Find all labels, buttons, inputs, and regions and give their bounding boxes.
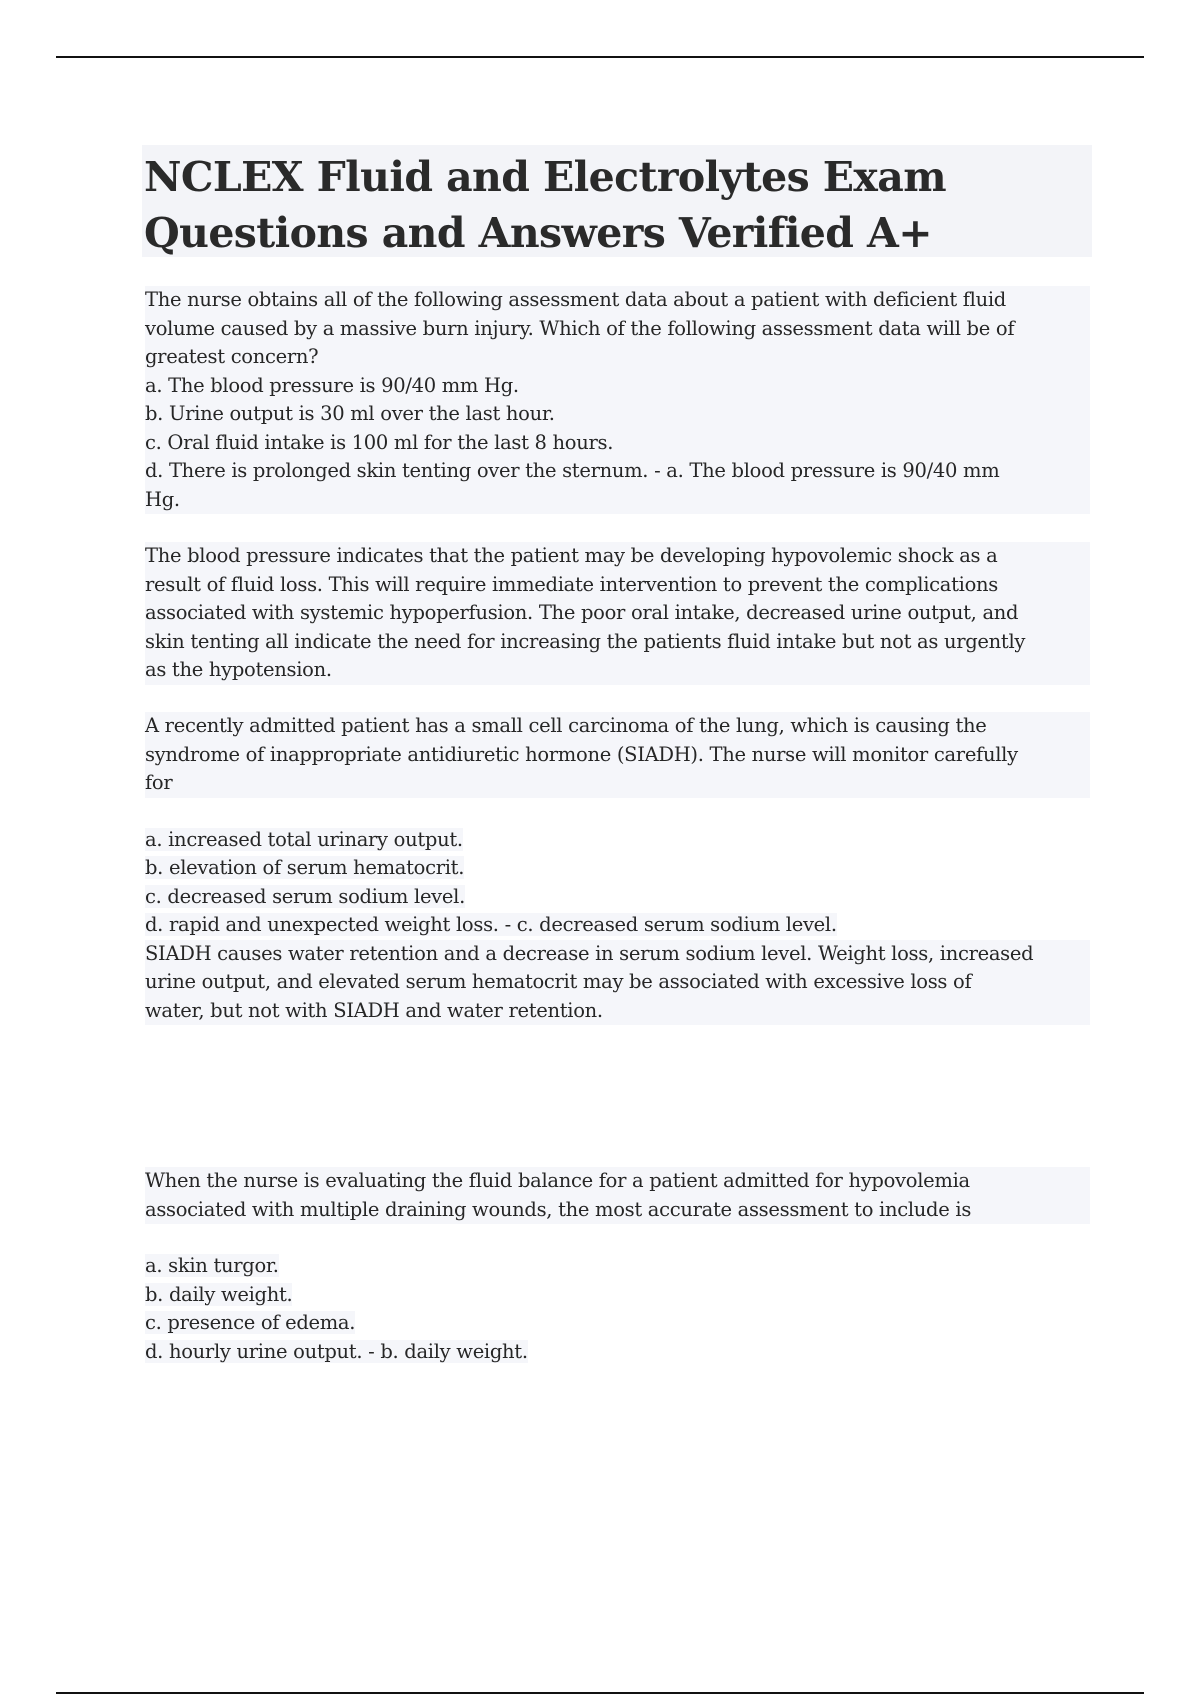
rationale-line: water, but not with SIADH and water retention. xyxy=(145,997,1090,1026)
stem-line: A recently admitted patient has a small cell carcinoma of the lung, which is causing the xyxy=(145,712,1090,741)
option-d-text: d. rapid and unexpected weight loss. - c. decreased serum sodium level. xyxy=(145,913,837,936)
question-2-stem xyxy=(145,712,1090,798)
rationale-line: as the hypotension. xyxy=(145,656,1090,685)
stem-line: for xyxy=(145,769,1090,798)
rationale-line: SIADH causes water retention and a decrease in serum sodium level. Weight loss, increased xyxy=(145,940,1090,969)
option-b xyxy=(145,854,1090,883)
option-b: b. Urine output is 30 ml over the last hour. xyxy=(145,400,1090,429)
question-2-rationale xyxy=(145,940,1090,1026)
option-a-text: a. skin turgor. xyxy=(145,1254,279,1277)
question-2 xyxy=(145,712,1090,1025)
stem-line: volume caused by a massive burn injury. Which of the following assessment data will be of xyxy=(145,315,1090,344)
option-d-with-answer: d. There is prolonged skin tenting over the sternum. - a. The blood pressure is 90/40 mm xyxy=(145,457,1090,486)
option-b xyxy=(145,1281,1090,1310)
question-1-rationale xyxy=(145,542,1090,685)
rationale-line: result of fluid loss. This will require immediate intervention to prevent the complications xyxy=(145,571,1090,600)
top-rule xyxy=(56,56,1144,58)
option-d-text: d. hourly urine output. - b. daily weight. xyxy=(145,1339,528,1363)
rationale-line: urine output, and elevated serum hematocrit may be associated with excessive loss of xyxy=(145,968,1090,997)
document-title xyxy=(142,145,1092,261)
option-c: c. Oral fluid intake is 100 ml for the last 8 hours. xyxy=(145,429,1090,458)
stem-line: When the nurse is evaluating the fluid balance for a patient admitted for hypovolemia xyxy=(145,1167,1090,1196)
option-c-text: c. decreased serum sodium level. xyxy=(145,884,465,908)
option-d-with-answer: Hg. xyxy=(145,486,1090,515)
option-b-text: b. elevation of serum hematocrit. xyxy=(145,856,465,879)
rationale-line: skin tenting all indicate the need for increasing the patients fluid intake but not as urgently xyxy=(145,628,1090,657)
option-c xyxy=(145,1309,1090,1338)
stem-line: greatest concern? xyxy=(145,343,1090,372)
question-3 xyxy=(145,1167,1090,1366)
stem-line: associated with multiple draining wounds, the most accurate assessment to include is xyxy=(145,1196,1090,1225)
stem-line: The nurse obtains all of the following assessment data about a patient with deficient fluid xyxy=(145,286,1090,315)
question-1 xyxy=(145,286,1090,685)
stem-line: syndrome of inappropriate antidiuretic hormone (SIADH). The nurse will monitor carefully xyxy=(145,741,1090,770)
bottom-rule xyxy=(56,1692,1144,1694)
option-c-text: c. presence of edema. xyxy=(145,1311,356,1334)
option-a-text: a. increased total urinary output. xyxy=(145,827,463,851)
option-d-with-answer xyxy=(145,1338,1090,1367)
title-line-2: Questions and Answers Verified A+ xyxy=(144,209,932,257)
rationale-line: associated with systemic hypoperfusion. The poor oral intake, decreased urine output, and xyxy=(145,599,1090,628)
title-block xyxy=(142,145,1092,257)
option-a xyxy=(145,1252,1090,1281)
rationale-line: The blood pressure indicates that the patient may be developing hypovolemic shock as a xyxy=(145,542,1090,571)
option-c xyxy=(145,883,1090,912)
question-1-stem xyxy=(145,286,1090,514)
question-3-stem xyxy=(145,1167,1090,1224)
option-a xyxy=(145,826,1090,855)
option-b-text: b. daily weight. xyxy=(145,1282,293,1306)
title-line-1: NCLEX Fluid and Electrolytes Exam xyxy=(144,153,946,201)
option-d-with-answer xyxy=(145,911,1090,940)
option-a: a. The blood pressure is 90/40 mm Hg. xyxy=(145,372,1090,401)
